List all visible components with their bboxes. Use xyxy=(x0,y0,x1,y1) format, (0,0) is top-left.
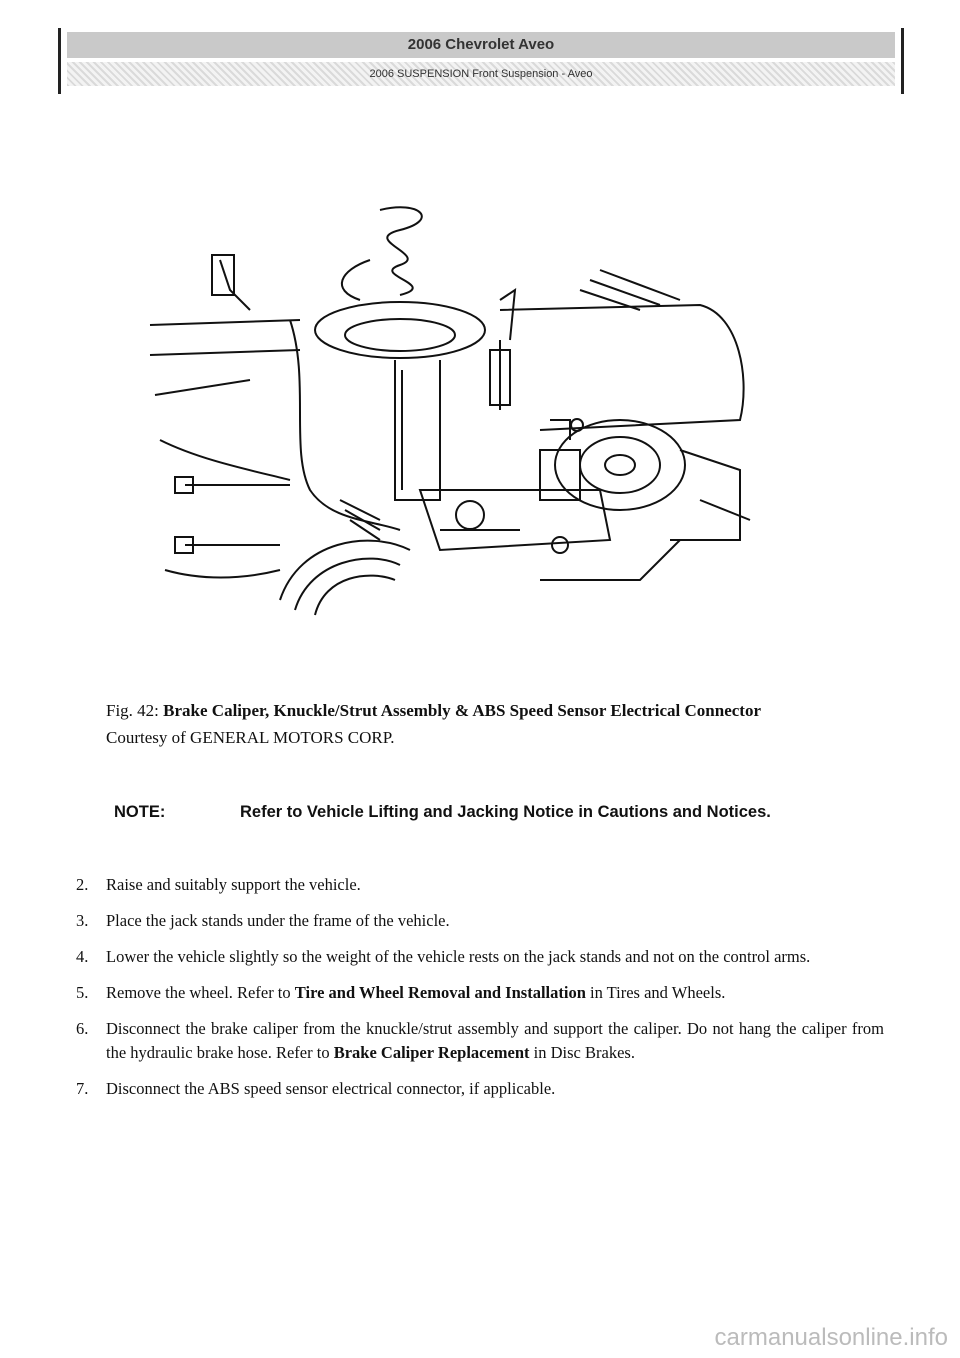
list-item xyxy=(76,1017,884,1065)
page-header xyxy=(58,28,904,94)
step-number: 3. xyxy=(76,911,89,930)
figure-number: Fig. 42: xyxy=(106,701,159,720)
figure-title: Brake Caliper, Knuckle/Strut Assembly & ABS Speed Sensor Electrical Connector xyxy=(163,701,761,720)
step-number: 7. xyxy=(76,1079,89,1098)
step-number: 6. xyxy=(76,1019,89,1038)
header-title: 2006 Chevrolet Aveo xyxy=(67,32,895,58)
step-text-tail: in Tires and Wheels. xyxy=(590,983,726,1002)
tire-wheel-link[interactable]: Tire and Wheel Removal and Installation xyxy=(294,983,586,1002)
figure-caption xyxy=(106,697,896,751)
suspension-illustration xyxy=(140,200,840,620)
list-item xyxy=(76,909,884,933)
step-text: Remove the wheel. Refer to xyxy=(106,983,291,1002)
step-text: Lower the vehicle slightly so the weight of the vehicle rests on the jack stands and not on the control arms. xyxy=(106,947,811,966)
list-item xyxy=(76,1077,884,1101)
step-number: 2. xyxy=(76,875,89,894)
procedure-steps xyxy=(76,873,884,1113)
step-text-tail: in Disc Brakes. xyxy=(533,1043,635,1062)
note-label: NOTE: xyxy=(114,803,166,821)
note-text: Refer to Vehicle Lifting and Jacking Notice in Cautions and Notices. xyxy=(240,803,771,821)
list-item xyxy=(76,981,884,1005)
header-subtitle: 2006 SUSPENSION Front Suspension - Aveo xyxy=(67,62,895,86)
step-text: Disconnect the ABS speed sensor electrical connector, if applicable. xyxy=(106,1079,556,1098)
step-text: Place the jack stands under the frame of the vehicle. xyxy=(106,911,450,930)
step-number: 4. xyxy=(76,947,89,966)
note-box xyxy=(114,800,904,824)
list-item xyxy=(76,873,884,897)
brake-caliper-link[interactable]: Brake Caliper Replacement xyxy=(333,1043,530,1062)
list-item xyxy=(76,945,884,969)
watermark: carmanualsonline.info xyxy=(714,1324,948,1351)
step-text: Raise and suitably support the vehicle. xyxy=(106,875,361,894)
step-text: Disconnect the brake caliper from the knuckle/strut assembly and support the caliper. Do not hang the caliper from the hydraulic brake hose. Refer to xyxy=(106,1019,884,1062)
step-number: 5. xyxy=(76,983,89,1002)
figure-courtesy: Courtesy of GENERAL MOTORS CORP. xyxy=(106,728,395,747)
